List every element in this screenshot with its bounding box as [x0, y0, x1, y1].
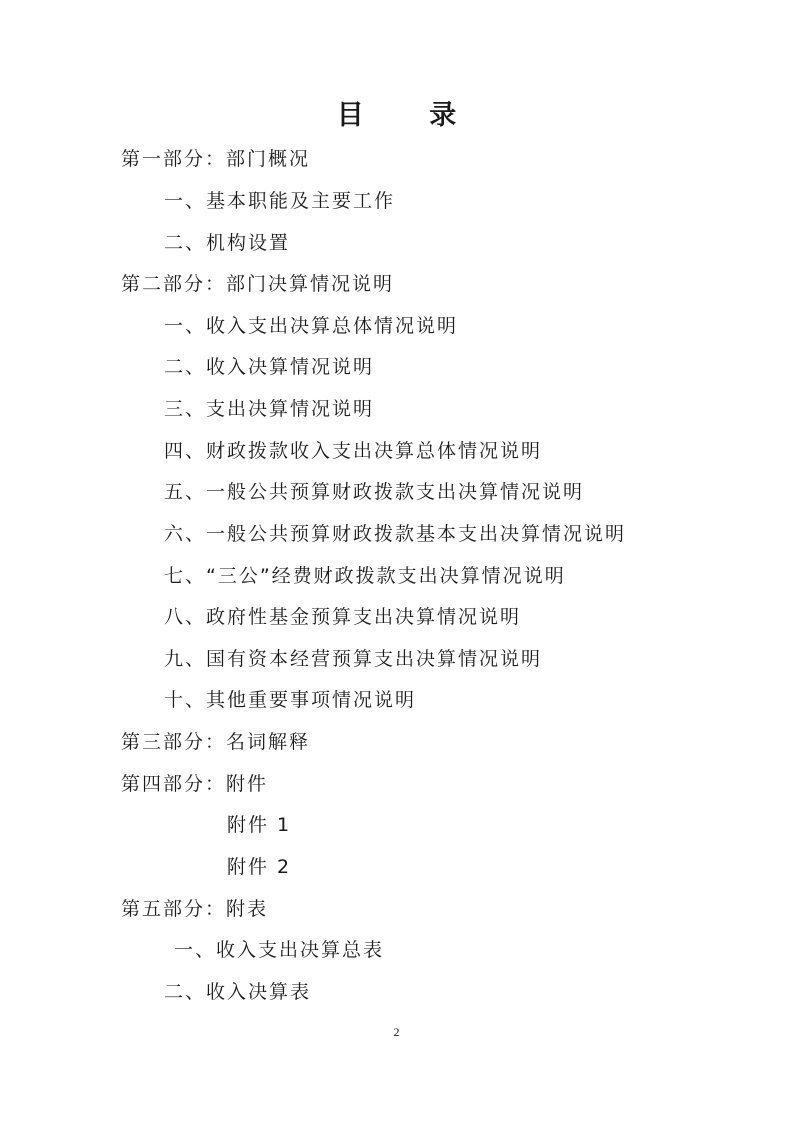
toc-item-basic-functions[interactable]: 一、基本职能及主要工作 — [164, 190, 396, 212]
toc-part-3[interactable]: 第三部分：名词解释 — [121, 731, 311, 753]
toc-item-three-public-expenses[interactable]: 七、“三公”经费财政拨款支出决算情况说明 — [164, 565, 566, 587]
toc-part-5[interactable]: 第五部分：附表 — [121, 898, 269, 920]
toc-item-overall-accounts[interactable]: 一、收入支出决算总体情况说明 — [164, 315, 459, 337]
page-title: 目 录 — [336, 100, 485, 131]
toc-item-general-budget-expenditure[interactable]: 五、一般公共预算财政拨款支出决算情况说明 — [164, 481, 585, 503]
page-number: 2 — [393, 1025, 400, 1039]
toc-item-general-budget-basic-expenditure[interactable]: 六、一般公共预算财政拨款基本支出决算情况说明 — [164, 523, 627, 545]
toc-item-expenditure-accounts[interactable]: 三、支出决算情况说明 — [164, 398, 375, 420]
toc-part-2[interactable]: 第二部分：部门决算情况说明 — [121, 273, 395, 295]
toc-part-4[interactable]: 第四部分：附件 — [121, 773, 269, 795]
toc-item-income-table[interactable]: 二、收入决算表 — [164, 981, 312, 1003]
toc-item-summary-table[interactable]: 一、收入支出决算总表 — [174, 939, 385, 961]
toc-item-organization[interactable]: 二、机构设置 — [164, 232, 291, 254]
toc-item-fiscal-appropriation-overall[interactable]: 四、财政拨款收入支出决算总体情况说明 — [164, 440, 543, 462]
toc-item-attachment-2[interactable]: 附件 2 — [227, 856, 292, 878]
toc-part-1[interactable]: 第一部分：部门概况 — [121, 148, 311, 170]
toc-item-attachment-1[interactable]: 附件 1 — [227, 814, 292, 836]
toc-item-other-matters[interactable]: 十、其他重要事项情况说明 — [164, 689, 417, 711]
toc-item-state-capital[interactable]: 九、国有资本经营预算支出决算情况说明 — [164, 648, 543, 670]
toc-item-income-accounts[interactable]: 二、收入决算情况说明 — [164, 356, 375, 378]
toc-item-government-fund[interactable]: 八、政府性基金预算支出决算情况说明 — [164, 606, 522, 628]
